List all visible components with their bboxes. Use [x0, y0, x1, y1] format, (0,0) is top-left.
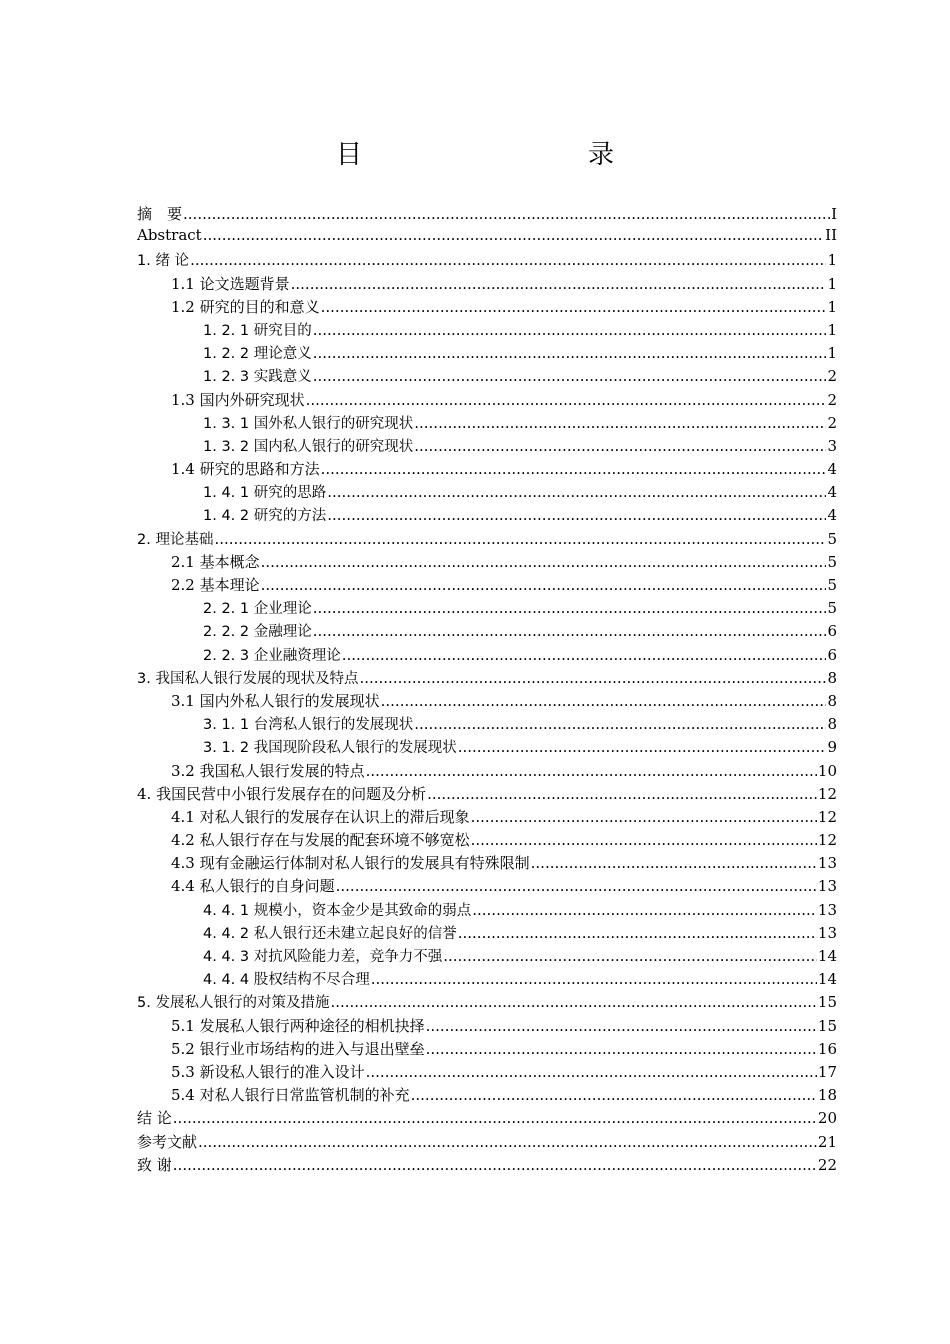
toc-page-number: 8: [827, 691, 837, 710]
toc-entry-label: 摘 要: [137, 205, 183, 223]
toc-entry[interactable]: [137, 1154, 837, 1177]
toc-entry-label: 1. 2. 1 研究目的: [203, 322, 312, 339]
table-of-contents: [137, 203, 837, 1177]
toc-page-number: 5: [827, 599, 837, 618]
toc-dot-leader: [342, 646, 827, 664]
toc-entry-label: 5.2 银行业市场结构的进入与退出壁垒: [171, 1039, 425, 1058]
toc-entry[interactable]: [137, 829, 837, 852]
toc-entry-label: 1. 4. 1 研究的思路: [203, 485, 327, 502]
toc-page-number: 3: [827, 436, 837, 455]
toc-entry-label: 参考文献: [137, 1132, 198, 1151]
toc-page-number: 2: [827, 413, 837, 432]
toc-page-number: 2: [827, 367, 837, 386]
toc-dot-leader: [366, 762, 817, 780]
toc-dot-leader: [414, 715, 826, 733]
toc-entry-label: 1. 绪 论: [137, 253, 190, 270]
toc-entry[interactable]: [137, 852, 837, 875]
toc-entry[interactable]: [137, 504, 837, 527]
toc-entry-label: 1. 3. 2 国内私人银行的研究现状: [203, 438, 414, 455]
toc-entry[interactable]: [137, 1107, 837, 1130]
toc-dot-leader: [327, 483, 826, 501]
toc-entry[interactable]: [137, 528, 837, 551]
toc-entry-label: 4.1 对私人银行的发展存在认识上的滞后现象: [171, 807, 470, 826]
toc-page-number: 1: [827, 344, 837, 363]
toc-page-number: 13: [817, 900, 837, 919]
toc-entry[interactable]: [137, 412, 837, 435]
toc-dot-leader: [306, 391, 827, 409]
toc-entry[interactable]: [137, 551, 837, 574]
toc-entry[interactable]: [137, 296, 837, 319]
toc-entry[interactable]: [137, 481, 837, 504]
toc-entry-label: 5.3 新设私人银行的准入设计: [171, 1062, 365, 1081]
toc-dot-leader: [336, 877, 817, 895]
toc-entry-label: 2.1 基本概念: [171, 552, 260, 571]
toc-page-number: 1: [827, 251, 837, 270]
toc-entry-label: 1. 3. 1 国外私人银行的研究现状: [203, 415, 414, 432]
toc-entry-label: 3. 1. 1 台湾私人银行的发展现状: [203, 717, 414, 734]
toc-entry-label: 4.4 私人银行的自身问题: [171, 877, 335, 896]
toc-entry-label: 2. 2. 1 企业理论: [203, 601, 312, 618]
toc-entry-label: 1.4 研究的思路和方法: [171, 460, 320, 479]
toc-page-number: 10: [817, 761, 837, 780]
toc-dot-leader: [427, 785, 817, 803]
toc-page-number: 8: [827, 715, 837, 734]
toc-entry[interactable]: [137, 435, 837, 458]
toc-dot-leader: [414, 414, 826, 432]
toc-entry[interactable]: [137, 389, 837, 412]
toc-entry[interactable]: [137, 991, 837, 1014]
toc-dot-leader: [203, 226, 824, 244]
toc-page-number: 4: [827, 483, 837, 502]
toc-entry[interactable]: [137, 1061, 837, 1084]
toc-dot-leader: [313, 367, 827, 385]
toc-entry[interactable]: [137, 620, 837, 643]
toc-entry[interactable]: [137, 667, 837, 690]
toc-entry[interactable]: [137, 273, 837, 296]
toc-dot-leader: [330, 993, 816, 1011]
toc-page-number: I: [831, 205, 837, 223]
toc-entry-label: 1.1 论文选题背景: [171, 274, 290, 293]
toc-dot-leader: [472, 901, 817, 919]
toc-page-number: 6: [827, 622, 837, 641]
toc-entry[interactable]: [137, 736, 837, 759]
toc-dot-leader: [214, 530, 826, 548]
toc-dot-leader: [381, 692, 827, 710]
toc-entry[interactable]: [137, 690, 837, 713]
toc-dot-leader: [327, 506, 826, 524]
toc-page-number: 15: [817, 1016, 837, 1035]
toc-page-number: 9: [827, 738, 837, 757]
toc-page-number: 4: [827, 460, 837, 479]
toc-entry-label: 4. 4. 2 私人银行还未建立起良好的信誉: [203, 925, 457, 942]
toc-page-number: 1: [827, 320, 837, 339]
toc-dot-leader: [313, 344, 827, 362]
toc-entry[interactable]: [137, 574, 837, 597]
toc-entry[interactable]: [137, 342, 837, 365]
toc-page-number: 22: [817, 1155, 837, 1174]
toc-entry[interactable]: [137, 945, 837, 968]
toc-entry[interactable]: [137, 226, 837, 249]
toc-entry[interactable]: [137, 875, 837, 898]
toc-entry-label: 4.2 私人银行存在与发展的配套环境不够宽松: [171, 831, 470, 850]
toc-dot-leader: [359, 669, 826, 687]
toc-page-number: II: [825, 226, 837, 245]
toc-entry[interactable]: [137, 783, 837, 806]
toc-entry-label: 2. 2. 2 金融理论: [203, 624, 312, 641]
toc-entry-label: 4. 我国民营中小银行发展存在的问题及分析: [137, 784, 427, 803]
toc-entry-label: 2.2 基本理论: [171, 576, 260, 594]
toc-entry[interactable]: [137, 1015, 837, 1038]
toc-entry[interactable]: [137, 922, 837, 945]
toc-entry[interactable]: [137, 1131, 837, 1154]
toc-page-number: 12: [817, 807, 837, 826]
toc-page-number: 16: [817, 1039, 837, 1058]
toc-page-number: 18: [817, 1086, 837, 1105]
toc-dot-leader: [261, 576, 827, 594]
toc-page-number: 13: [817, 923, 837, 942]
toc-entry-label: 2. 理论基础: [137, 531, 214, 548]
toc-page-number: 5: [827, 576, 837, 594]
toc-entry[interactable]: [137, 319, 837, 342]
toc-entry-label: 3.1 国内外私人银行的发展现状: [171, 691, 380, 710]
toc-entry[interactable]: [137, 1084, 837, 1107]
toc-page-number: 14: [817, 970, 837, 989]
toc-dot-leader: [471, 808, 817, 826]
toc-page-number: 21: [817, 1132, 837, 1151]
toc-entry-label: 4. 4. 1 规模小，资本金少是其致命的弱点: [203, 902, 472, 919]
toc-page-number: 17: [817, 1062, 837, 1081]
toc-entry[interactable]: [137, 968, 837, 991]
page-title: 目 录: [335, 140, 672, 170]
toc-dot-leader: [190, 251, 826, 269]
toc-entry-label: 1.2 研究的目的和意义: [171, 297, 320, 316]
toc-page-number: 1: [827, 274, 837, 293]
toc-entry-label: 4. 4. 3 对抗风险能力差，竞争力不强: [203, 949, 443, 965]
toc-dot-leader: [411, 1086, 817, 1104]
toc-entry[interactable]: [137, 806, 837, 829]
toc-dot-leader: [366, 1063, 817, 1081]
toc-entry-label: 5.1 发展私人银行两种途径的相机抉择: [171, 1016, 425, 1035]
toc-dot-leader: [458, 738, 827, 756]
toc-entry-label: 1. 2. 3 实践意义: [203, 369, 312, 386]
toc-entry-label: 5. 发展私人银行的对策及措施: [137, 995, 330, 1012]
toc-entry-label: 3. 1. 2 我国现阶段私人银行的发展现状: [203, 740, 457, 757]
toc-entry-label: 致 谢: [137, 1155, 172, 1174]
toc-page-number: 20: [817, 1109, 837, 1128]
toc-dot-leader: [458, 924, 817, 942]
toc-entry-label: 1. 4. 2 研究的方法: [203, 508, 327, 525]
toc-entry[interactable]: [137, 713, 837, 736]
toc-dot-leader: [443, 947, 817, 965]
toc-page-number: 1: [827, 297, 837, 316]
toc-dot-leader: [321, 298, 827, 316]
toc-entry-label: 4.3 现有金融运行体制对私人银行的发展具有特殊限制: [171, 854, 530, 873]
toc-dot-leader: [531, 854, 817, 872]
toc-entry[interactable]: [137, 365, 837, 388]
toc-dot-leader: [198, 1133, 817, 1151]
toc-entry-label: 1.3 国内外研究现状: [171, 390, 305, 409]
toc-entry[interactable]: [137, 597, 837, 620]
toc-entry[interactable]: [137, 760, 837, 783]
toc-dot-leader: [426, 1017, 817, 1035]
toc-entry[interactable]: [137, 249, 837, 272]
toc-page-number: 2: [827, 390, 837, 409]
toc-page-number: 13: [817, 877, 837, 896]
toc-entry[interactable]: [137, 644, 837, 667]
toc-entry-label: 2. 2. 3 企业融资理论: [203, 647, 341, 664]
toc-entry-label: 3. 我国私人银行发展的现状及特点: [137, 670, 359, 687]
toc-entry-label: 4. 4. 4 股权结构不尽合理: [203, 972, 370, 989]
toc-dot-leader: [291, 275, 827, 293]
toc-page-number: 8: [827, 668, 837, 687]
toc-dot-leader: [321, 460, 827, 478]
toc-entry[interactable]: [137, 899, 837, 922]
toc-entry-label: 5.4 对私人银行日常监管机制的补充: [171, 1086, 410, 1105]
toc-page-number: 13: [817, 854, 837, 873]
toc-dot-leader: [313, 622, 827, 640]
toc-dot-leader: [426, 1040, 817, 1058]
toc-page-number: 5: [827, 529, 837, 548]
toc-page-number: 6: [827, 645, 837, 664]
toc-dot-leader: [414, 437, 826, 455]
toc-dot-leader: [313, 599, 827, 617]
toc-page-number: 5: [827, 552, 837, 571]
toc-entry[interactable]: [137, 458, 837, 481]
toc-page-number: 14: [817, 947, 837, 965]
toc-entry-label: 结 论: [137, 1109, 172, 1128]
toc-dot-leader: [313, 321, 827, 339]
toc-dot-leader: [173, 1156, 817, 1174]
toc-entry-label: 1. 2. 2 理论意义: [203, 346, 312, 363]
toc-page-number: 12: [817, 831, 837, 850]
toc-entry-label: Abstract: [137, 226, 202, 245]
toc-entry[interactable]: [137, 1038, 837, 1061]
toc-dot-leader: [261, 553, 827, 571]
toc-page-number: 4: [827, 506, 837, 525]
toc-dot-leader: [471, 831, 817, 849]
toc-dot-leader: [173, 1109, 817, 1127]
toc-dot-leader: [371, 970, 817, 988]
toc-entry[interactable]: [137, 203, 837, 226]
toc-page-number: 12: [817, 784, 837, 803]
toc-entry-label: 3.2 我国私人银行发展的特点: [171, 761, 365, 780]
toc-dot-leader: [183, 205, 830, 223]
toc-page-number: 15: [817, 993, 837, 1012]
